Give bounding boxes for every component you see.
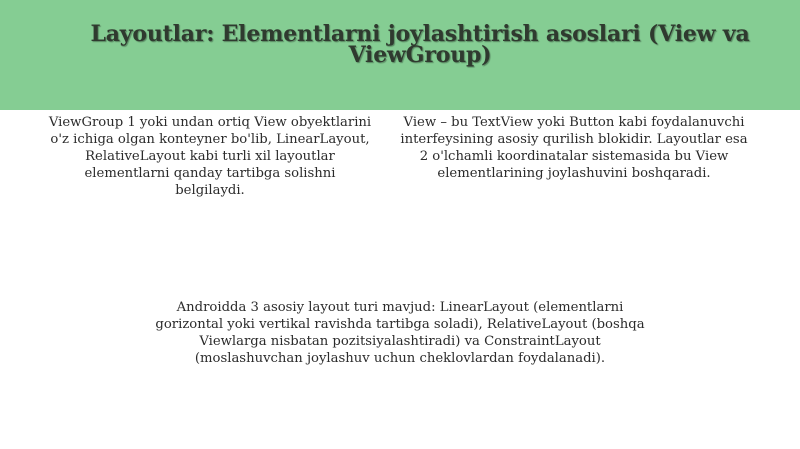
paragraph-layout-types: Androidda 3 asosiy layout turi mavjud: LinearLayout (elementlarni gorizontal yoki vertikal ravishda tartibga soladi), RelativeLayout (boshqa Viewlarga nisbatan pozitsiyalashtiradi) va ConstraintLayout (moslashuvchan joylashuv uchun cheklovlardan foydalanadi). — [155, 300, 645, 366]
title-banner — [0, 0, 800, 110]
paragraph-viewgroup: ViewGroup 1 yoki undan ortiq View obyektlarini o'z ichiga olgan konteyner bo'lib, LinearLayout, RelativeLayout kabi turli xil layoutlar elementlarni qanday tartibga solishni belgilaydi. — [48, 115, 372, 198]
paragraph-view: View – bu TextView yoki Button kabi foydalanuvchi interfeysining asosiy qurilish blokidir. Layoutlar esa 2 o'lchamli koordinatalar sistemasida bu View elementlarining joylashuvini boshqaradi. — [400, 115, 748, 181]
slide-title: Layoutlar: Elementlarni joylashtirish asoslari (View va ViewGroup) — [90, 21, 750, 68]
